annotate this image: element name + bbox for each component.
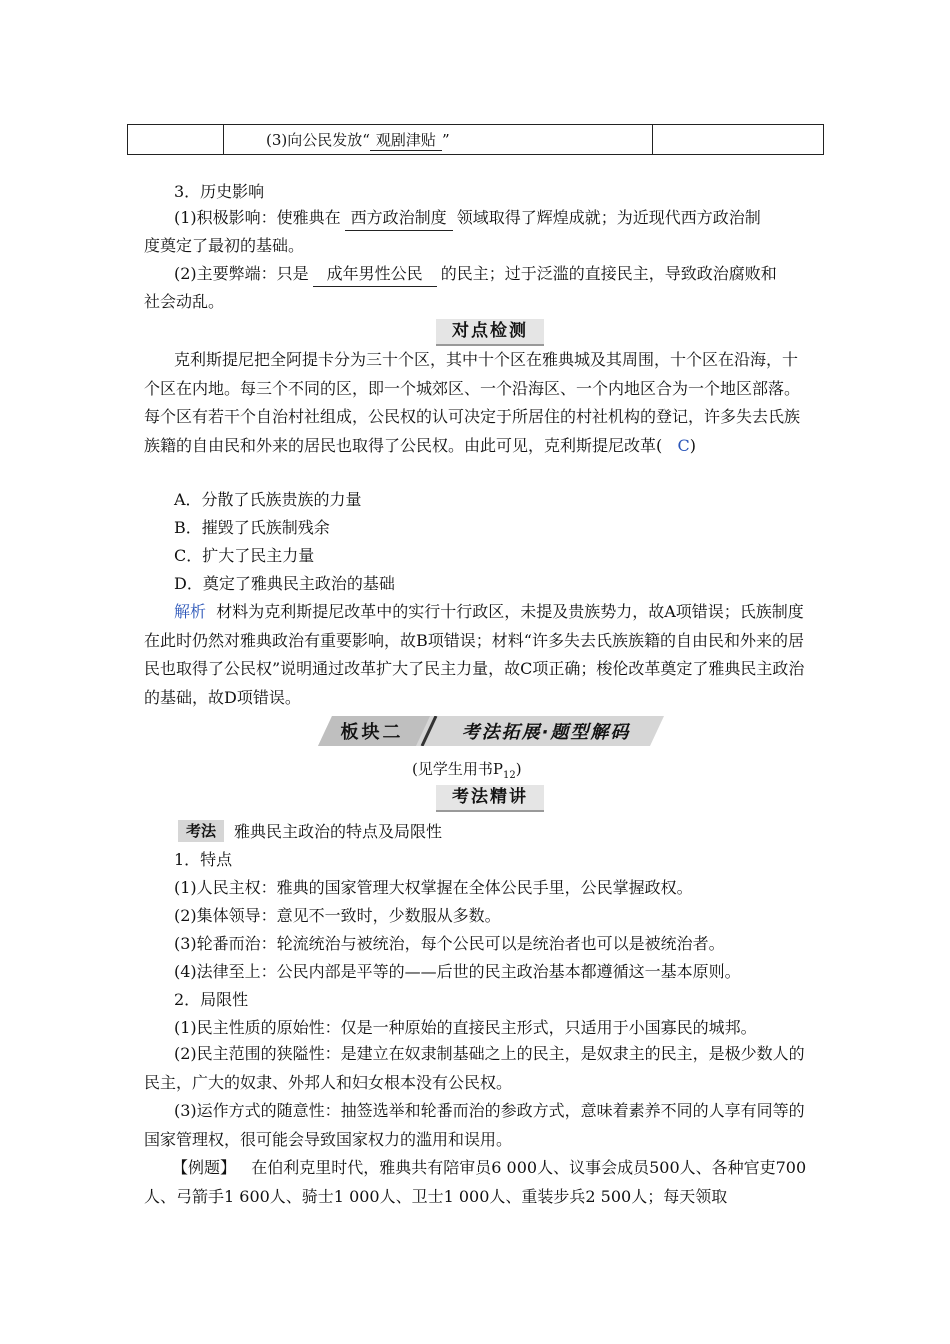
feature-1: (1)人民主权：雅典的国家管理大权掌握在全体公民手里，公民掌握政权。: [174, 878, 693, 897]
continuation-table: [127, 124, 824, 155]
section-banner: [318, 716, 664, 746]
impact-heading: 3．历史影响: [174, 182, 265, 201]
method-tag: 考法: [178, 820, 224, 842]
analysis: [144, 598, 812, 712]
table-text-prefix: (3)向公民发放“: [266, 130, 370, 149]
features-heading: 1．特点: [174, 850, 233, 869]
check-question: [144, 346, 812, 460]
table-cell-content: [224, 125, 653, 155]
analysis-text: 材料为克利斯提尼改革中的实行十行政区，未提及贵族势力，故A项错误；氏族制度在此时仍然对雅典政治有重要影响，故B项错误；材料“许多失去氏族族籍的自由民和外来的居民也取得了公民权”说明通过改革扩大了民主力量，故C项正确；梭伦改革奠定了雅典民主政治的基础，故D项错误。: [144, 602, 805, 707]
impact-negative-suffix: 的民主；过于泛滥的直接民主，导致政治腐败和: [440, 264, 777, 283]
impact-positive-line2: 度奠定了最初的基础。: [144, 236, 305, 255]
limit-2: (2)民主范围的狭隘性：是建立在奴隶制基础之上的民主，是奴隶主的民主，是极少数人的民主，广大的奴隶、外邦人和妇女根本没有公民权。: [144, 1044, 805, 1092]
impact-positive: [174, 206, 761, 231]
book-reference-page: 12: [502, 770, 516, 781]
table-row: [128, 125, 824, 155]
example-text: 在伯利克里时代，雅典共有陪审员6 000人、议事会成员500人、各种官吏700人、弓箭手1 600人、骑士1 000人、卫士1 000人、重装步兵2 500人；每天领取: [144, 1158, 807, 1206]
table-text-suffix: ”: [441, 130, 450, 149]
limits-heading: 2．局限性: [174, 990, 249, 1009]
option-a: A．分散了氏族贵族的力量: [174, 490, 362, 509]
table-cell-empty: [128, 125, 224, 155]
example-label: 【例题】: [172, 1158, 237, 1177]
option-d: D．奠定了雅典民主政治的基础: [174, 574, 395, 593]
impact-positive-suffix: 领域取得了辉煌成就；为近现代西方政治制: [456, 208, 761, 227]
impact-negative-prefix: (2)主要弊端：只是: [174, 264, 309, 283]
impact-positive-blank: 西方政治制度: [345, 206, 453, 231]
banner-right-text: 考法拓展·题型解码: [461, 722, 631, 743]
impact-negative-line2: 社会动乱。: [144, 292, 225, 311]
impact-positive-prefix: (1)积极影响：使雅典在: [174, 208, 341, 227]
book-reference: [412, 758, 522, 781]
option-b: B．摧毁了氏族制残余: [174, 518, 330, 537]
table-blank: 观剧津贴: [370, 129, 442, 151]
check-close: ): [689, 435, 697, 455]
banner-left-text: 板块二: [340, 722, 404, 743]
feature-2: (2)集体领导：意见不一致时，少数服从多数。: [174, 906, 501, 925]
example: [144, 1154, 812, 1211]
limit-1: (1)民主性质的原始性：仅是一种原始的直接民主形式，只适用于小国寡民的城邦。: [174, 1018, 757, 1037]
feature-4: (4)法律至上：公民内部是平等的——后世的民主政治基本都遵循这一基本原则。: [174, 962, 741, 981]
method-title: 雅典民主政治的特点及局限性: [234, 822, 443, 841]
feature-3: (3)轮番而治：轮流统治与被统治，每个公民可以是统治者也可以是被统治者。: [174, 934, 725, 953]
analysis-label: 解析: [174, 602, 207, 621]
check-answer: C: [677, 435, 690, 455]
impact-negative-blank: 成年男性公民: [313, 262, 437, 287]
check-section-label: 对点检测: [436, 319, 544, 346]
method-section-label: 考法精讲: [436, 785, 544, 812]
impact-negative: [174, 262, 777, 287]
book-reference-text: (见学生用书P: [412, 760, 503, 778]
book-reference-close: ): [515, 760, 522, 778]
option-c: C．扩大了民主力量: [174, 546, 315, 565]
table-cell-empty: [653, 125, 824, 155]
limit-3: (3)运作方式的随意性：抽签选举和轮番而治的参政方式，意味着素养不同的人享有同等的国家管理权，很可能会导致国家权力的滥用和误用。: [144, 1101, 805, 1149]
check-question-text: 克利斯提尼把全阿提卡分为三十个区，其中十个区在雅典城及其周围，十个区在沿海，十个区在内地。每三个不同的区，即一个城郊区、一个沿海区、一个内地区合为一个地区部落。每个区有若干个自治村社组成，公民权的认可决定于所居住的村社机构的登记，许多失去氏族族籍的自由民和外来的居民也取得了公民权。由此可见，克利斯提尼改革(: [144, 350, 801, 455]
